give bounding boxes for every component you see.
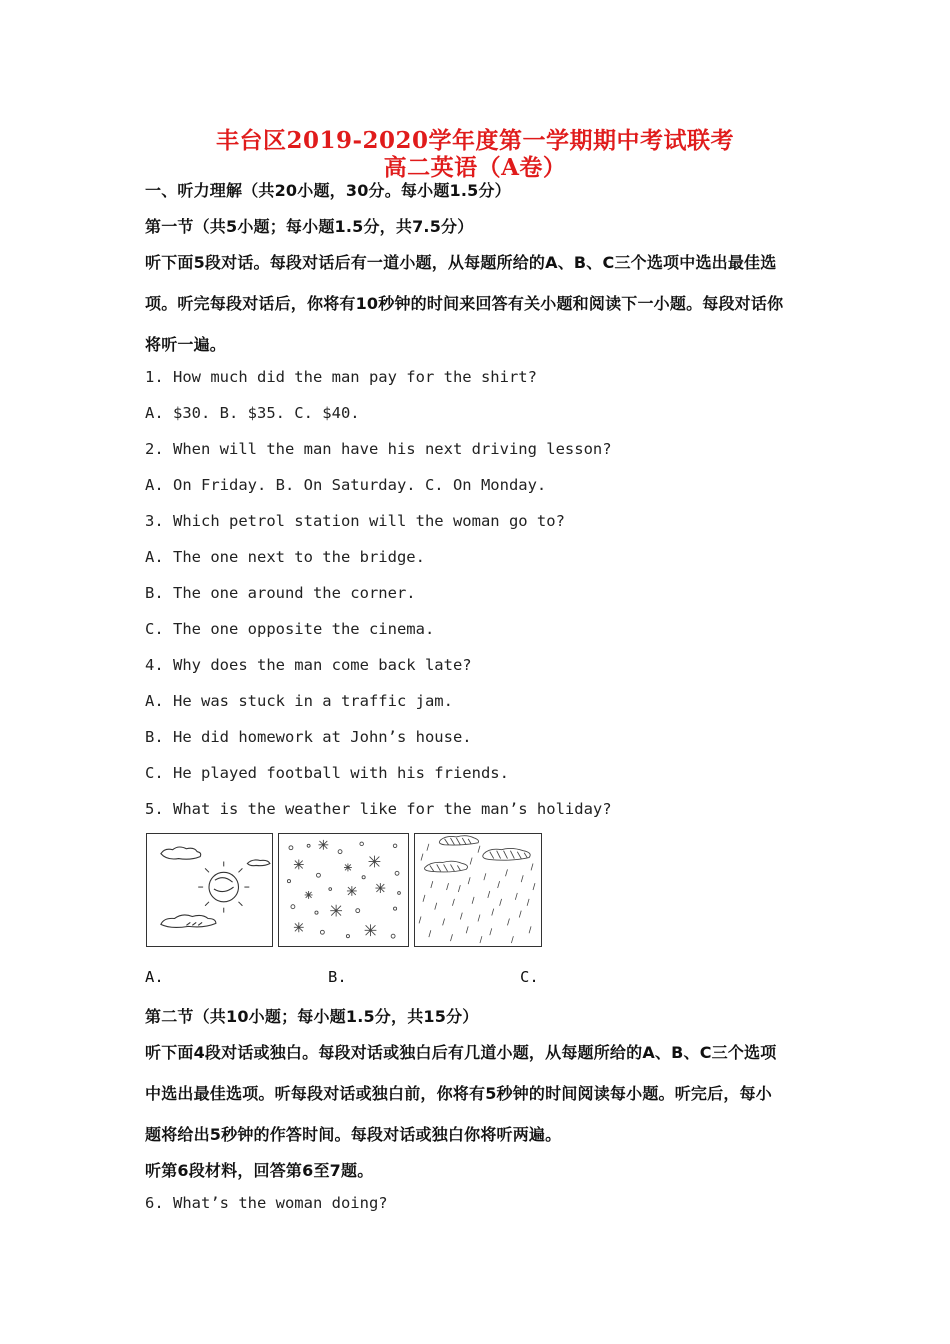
question-2-options: A. On Friday. B. On Saturday. C. On Monday.: [145, 476, 547, 494]
question-1-options: A. $30. B. $35. C. $40.: [145, 404, 360, 422]
question-5-stem: 5. What is the weather like for the man’s holiday?: [145, 800, 612, 818]
section2-instruction-line1: 听下面4段对话或独白。每段对话或独白后有几道小题，从每题所给的A、B、C三个选项: [145, 1043, 777, 1062]
material-6-heading: 听第6段材料，回答第6至7题。: [145, 1161, 374, 1180]
section2-heading: 第二节（共10小题；每小题1.5分，共15分）: [145, 1007, 479, 1026]
question-1-stem: 1. How much did the man pay for the shirt?: [145, 368, 537, 386]
section2-instruction-line2: 中选出最佳选项。听每段对话或独白前，你将有5秒钟的时间阅读每小题。听完后，每小: [145, 1084, 772, 1103]
question-2-stem: 2. When will the man have his next driving lesson?: [145, 440, 612, 458]
picture-b-label: B.: [328, 968, 347, 986]
section1-instruction-line1: 听下面5段对话。每段对话后有一道小题，从每题所给的A、B、C三个选项中选出最佳选: [145, 253, 777, 272]
exam-title: 丰台区2019-2020学年度第一学期期中考试联考: [215, 127, 735, 154]
section2-instruction-line3: 题将给出5秒钟的作答时间。每段对话或独白你将听两遍。: [145, 1125, 562, 1144]
part1-heading: 一、听力理解（共20小题，30分。每小题1.5分）: [145, 181, 511, 200]
rainy-picture: [414, 833, 542, 947]
question-6-stem: 6. What’s the woman doing?: [145, 1194, 388, 1212]
picture-a-label: A.: [145, 968, 164, 986]
section1-heading: 第一节（共5小题；每小题1.5分，共7.5分）: [145, 217, 474, 236]
snowy-picture: [278, 833, 409, 947]
sunny-cloudy-picture: [146, 833, 273, 947]
question-3-option-c: C. The one opposite the cinema.: [145, 620, 435, 638]
question-4-option-a: A. He was stuck in a traffic jam.: [145, 692, 453, 710]
question-4-option-b: B. He did homework at John’s house.: [145, 728, 472, 746]
picture-c-label: C.: [520, 968, 539, 986]
section1-instruction-line3: 将听一遍。: [145, 335, 227, 354]
exam-subtitle: 高二英语（A卷）: [383, 154, 567, 181]
question-3-option-b: B. The one around the corner.: [145, 584, 416, 602]
question-3-stem: 3. Which petrol station will the woman go to?: [145, 512, 565, 530]
question-4-stem: 4. Why does the man come back late?: [145, 656, 472, 674]
question-4-option-c: C. He played football with his friends.: [145, 764, 509, 782]
question-3-option-a: A. The one next to the bridge.: [145, 548, 425, 566]
section1-instruction-line2: 项。听完每段对话后，你将有10秒钟的时间来回答有关小题和阅读下一小题。每段对话你: [145, 294, 784, 313]
